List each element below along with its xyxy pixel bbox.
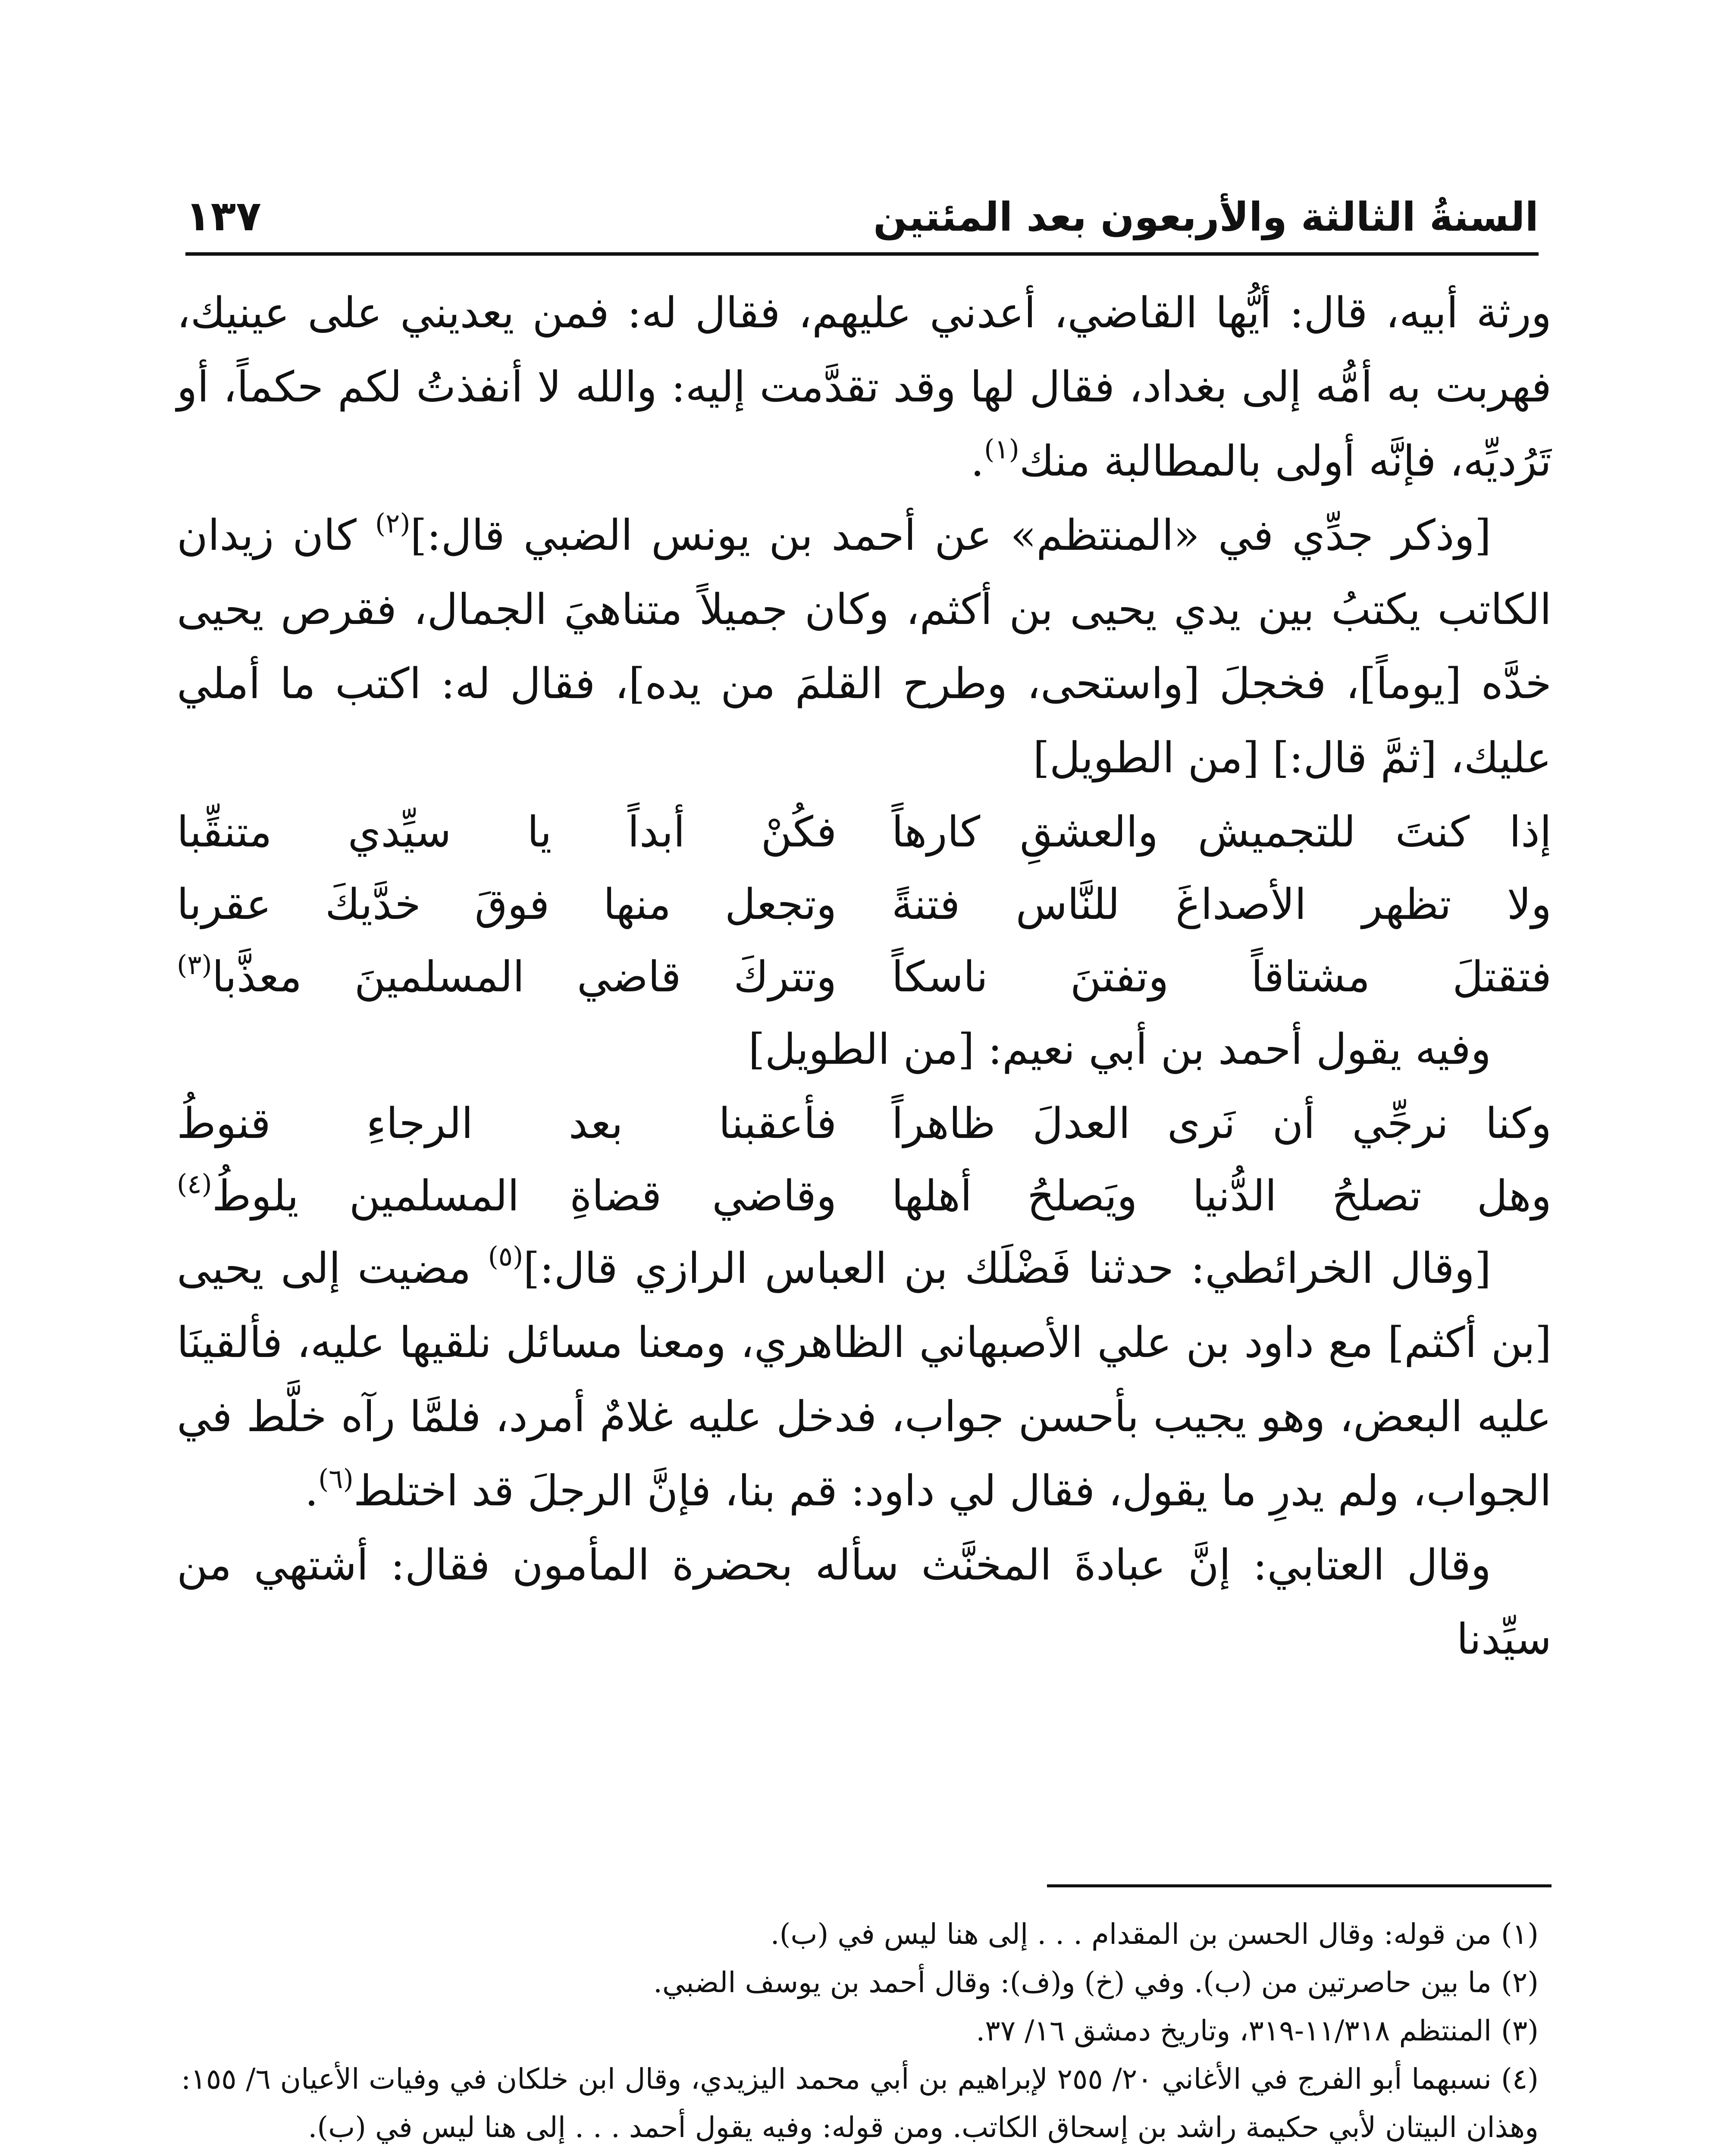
verse-first-hemistich: وكنا نرجِّي أن نَرى العدلَ ظاهراً bbox=[891, 1099, 1552, 1148]
verse-line bbox=[177, 868, 1552, 940]
paragraph-2 bbox=[177, 498, 1552, 795]
footnote-number: (٣) bbox=[1501, 2014, 1539, 2047]
running-title: السنةُ الثالثة والأربعون بعد المئتين bbox=[873, 194, 1539, 240]
footnote-text: المنتظم ١١/٣١٨-٣١٩، وتاريخ دمشق ١٦/ ٣٧. bbox=[976, 2014, 1492, 2047]
paragraph-1-text: ورثة أبيه، قال: أيُّها القاضي، أعدني عليهم، فقال له: فمن يعديني على عينيك، فهربت به أمُّه إلى بغداد، فقال لها وقد تقدَّمت إليه: والله لا أنفذتُ لكم حكماً، أو تَرُديِّه، فإنَّه أولى بالمطالبة منك bbox=[177, 288, 1552, 486]
verse-second-hemistich-text: فكُنْ أبداً يا سيِّدي متنقِّبا bbox=[177, 808, 837, 857]
verse-second-hemistich bbox=[177, 795, 837, 868]
verse-second-hemistich-text: فأعقبنا بعد الرجاءِ قنوطُ bbox=[177, 1099, 837, 1148]
footnote-5 bbox=[181, 2152, 1539, 2156]
verse-second-hemistich-text: وقاضي قضاةِ المسلمين يلوطُ bbox=[212, 1172, 837, 1221]
footnote-number: (٢) bbox=[1501, 1966, 1539, 1999]
verse-first-hemistich: وهل تصلحُ الدُّنيا ويَصلحُ أهلها bbox=[891, 1172, 1552, 1221]
footnote-text: نسبهما أبو الفرج في الأغاني ٢٠/ ٢٥٥ لإبراهيم بن أبي محمد اليزيدي، وقال ابن خلكان في وفيات الأعيان ٦/ ١٥٥: وهذان البيتان لأبي حكيمة راشد بن إسحاق الكاتب. ومن قوله: وفيه يقول أحمد . . . إلى هنا ليس في (ب). bbox=[181, 2062, 1539, 2144]
footnote-text: من قوله: وقال الحسن بن المقدام . . . إلى هنا ليس في (ب). bbox=[770, 1918, 1492, 1951]
footnote-ref-6: (٦) bbox=[318, 1463, 354, 1495]
paragraph-3-text: مضيت إلى يحيى [بن أكثم] مع داود بن علي الأصبهاني الظاهري، ومعنا مسائل نلقيها عليه، فألقينَا عليه البعض، وهو يجيب بأحسن جواب، فدخل عليه غلامٌ أمرد، فلمَّا رآه خلَّط في الجواب، ولم يدرِ ما يقول، فقال لي داود: قم بنا، فإنَّ الرجلَ قد اختلط bbox=[177, 1244, 1552, 1516]
running-header bbox=[185, 170, 1539, 256]
verse-second-hemistich bbox=[177, 940, 837, 1012]
footnote-text: ما بين حاصرتين من (ب). وفي (خ) و(ف): وقال أحمد بن يوسف الضبي. bbox=[653, 1966, 1492, 1999]
footnotes bbox=[181, 1910, 1539, 2156]
verse-second-hemistich bbox=[177, 1159, 837, 1232]
paragraph-3 bbox=[177, 1232, 1552, 1528]
footnote-number: (١) bbox=[1501, 1918, 1539, 1951]
paragraph-4: وقال العتابي: إنَّ عبادةَ المخنَّث سأله بحضرة المأمون فقال: أشتهي من سيِّدنا bbox=[177, 1541, 1552, 1664]
paragraph-1 bbox=[177, 276, 1552, 498]
poem-2 bbox=[177, 1087, 1552, 1232]
verse-second-hemistich-text: وتجعل منها فوقَ خدَّيكَ عقربا bbox=[177, 880, 837, 929]
verse-first-hemistich: ولا تظهر الأصداغَ للنَّاس فتنةً bbox=[891, 880, 1552, 929]
main-text bbox=[177, 276, 1552, 1677]
verse-line bbox=[177, 795, 1552, 868]
verse-line bbox=[177, 1087, 1552, 1159]
footnote-ref-4: (٤) bbox=[177, 1168, 212, 1200]
footnote-ref-1: (١) bbox=[984, 433, 1019, 465]
page-number: ١٣٧ bbox=[185, 192, 261, 240]
footnote-ref-2: (٢) bbox=[375, 508, 411, 539]
paragraph-2-intro: [وذكر جدِّي في «المنتظم» عن أحمد بن يونس الضبي قال:] bbox=[410, 511, 1491, 560]
verse-first-hemistich: إذا كنتَ للتجميش والعشقِ كارهاً bbox=[891, 808, 1552, 857]
verse-second-hemistich bbox=[177, 868, 837, 940]
paragraph-2-text: كان زيدان الكاتب يكتبُ بين يدي يحيى بن أكثم، وكان جميلاً متناهيَ الجمال، فقرص يحيى خدَّه [يوماً]، فخجلَ [واستحى، وطرح القلمَ من يده]، فقال له: اكتب ما أملي عليك، [ثمَّ قال:] [من الطويل] bbox=[177, 511, 1552, 783]
poem-1 bbox=[177, 795, 1552, 1012]
verse-first-hemistich: فتقتلَ مشتاقاً وتفتنَ ناسكاً bbox=[891, 953, 1552, 1002]
footnote-1 bbox=[181, 1910, 1539, 1959]
verse-second-hemistich-text: وتتركَ قاضي المسلمينَ معذَّبا bbox=[212, 953, 837, 1002]
paragraph-3-intro: [وقال الخرائطي: حدثنا فَضْلَك بن العباس الرازي قال:] bbox=[523, 1244, 1492, 1293]
verse-second-hemistich bbox=[177, 1087, 837, 1159]
footnote-ref-3: (٣) bbox=[177, 949, 212, 981]
verse-line bbox=[177, 940, 1552, 1012]
paragraph-3-end: . bbox=[304, 1467, 319, 1516]
footnote-separator bbox=[1047, 1884, 1552, 1887]
footnote-2 bbox=[181, 1959, 1539, 2007]
footnote-ref-5: (٥) bbox=[488, 1241, 523, 1272]
footnote-4 bbox=[181, 2055, 1539, 2152]
footnote-3 bbox=[181, 2007, 1539, 2055]
footnote-number: (٤) bbox=[1501, 2062, 1539, 2096]
verse-line bbox=[177, 1159, 1552, 1232]
meter-line: وفيه يقول أحمد بن أبي نعيم: [من الطويل] bbox=[748, 1025, 1491, 1074]
paragraph-1-end: . bbox=[970, 437, 984, 486]
